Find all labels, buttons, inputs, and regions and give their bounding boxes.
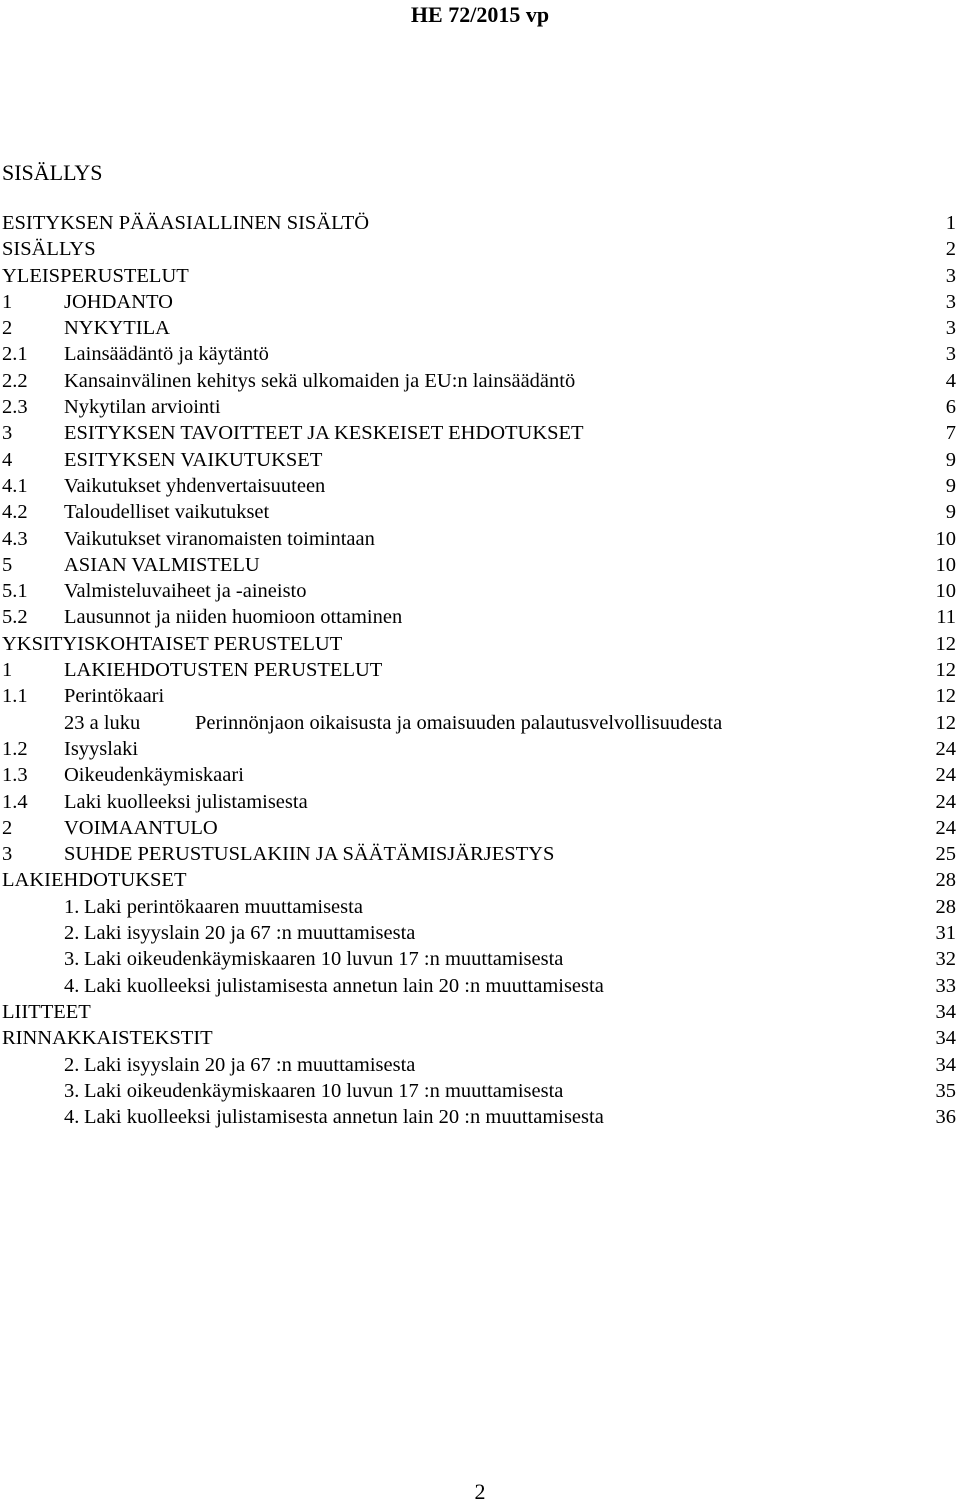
toc-entry-number: 2.1 — [2, 343, 28, 366]
toc-entry-title: LAKIEHDOTUSTEN PERUSTELUT — [64, 659, 383, 682]
toc-entry-page: 11 — [936, 606, 956, 629]
toc-entry-number: 4.3 — [2, 527, 28, 550]
toc-entry-title: NYKYTILA — [64, 317, 170, 340]
toc-entry[interactable] — [2, 867, 956, 893]
toc-entry-title: Laki perintökaaren muuttamisesta — [84, 895, 363, 918]
toc-entry-title: RINNAKKAISTEKSTIT — [2, 1027, 213, 1050]
toc-entry[interactable] — [2, 604, 956, 630]
toc-entry-number: 1.2 — [2, 737, 28, 760]
toc-entry-page: 24 — [935, 764, 956, 787]
toc-entry[interactable] — [2, 973, 956, 999]
toc-entry-title: Laki kuolleeksi julistamisesta annetun lain 20 :n muuttamisesta — [84, 974, 604, 997]
toc-entry-title: Taloudelliset vaikutukset — [64, 501, 270, 524]
toc-entry[interactable] — [2, 762, 956, 788]
toc-entry[interactable] — [2, 631, 956, 657]
toc-entry-number: 5 — [2, 553, 13, 576]
toc-entry-number: 1. — [64, 895, 80, 918]
toc-entry-page: 25 — [935, 843, 956, 866]
toc-entry-page: 10 — [935, 553, 956, 576]
toc-entry-title: Lainsäädäntö ja käytäntö — [64, 343, 269, 366]
toc-entry-page: 24 — [935, 737, 956, 760]
toc-entry-page: 10 — [935, 580, 956, 603]
toc-entry-title: Nykytilan arviointi — [64, 396, 221, 419]
toc-entry[interactable] — [2, 683, 956, 709]
toc-entry-page: 31 — [935, 922, 956, 945]
toc-entry[interactable] — [2, 236, 956, 262]
toc-entry-title: Perinnönjaon oikaisusta ja omaisuuden palautusvelvollisuudesta — [195, 711, 723, 734]
toc-entry-title: Laki oikeudenkäymiskaaren 10 luvun 17 :n muuttamisesta — [84, 948, 564, 971]
toc-entry-number: 2 — [2, 317, 13, 340]
toc-entry[interactable] — [2, 420, 956, 446]
toc-entry[interactable] — [2, 710, 956, 736]
toc-entry-number: 2. — [64, 1053, 80, 1076]
toc-entry-page: 24 — [935, 790, 956, 813]
toc-entry-page: 12 — [935, 711, 956, 734]
toc-entry[interactable] — [2, 499, 956, 525]
toc-entry[interactable] — [2, 473, 956, 499]
toc-entry-page: 7 — [945, 422, 956, 445]
toc-entry-page: 34 — [935, 1000, 956, 1023]
toc-entry[interactable] — [2, 920, 956, 946]
toc-entry-number: 2. — [64, 922, 80, 945]
toc-entry-title: Laki oikeudenkäymiskaaren 10 luvun 17 :n muuttamisesta — [84, 1079, 564, 1102]
toc-entry[interactable] — [2, 789, 956, 815]
toc-entry-number: 1.1 — [2, 685, 28, 708]
toc-entry[interactable] — [2, 263, 956, 289]
toc-entry-page: 3 — [945, 317, 956, 340]
table-of-contents — [2, 210, 956, 1130]
toc-entry-number: 3. — [64, 948, 80, 971]
toc-entry-page: 12 — [935, 632, 956, 655]
toc-entry[interactable] — [2, 368, 956, 394]
toc-entry-page: 34 — [935, 1027, 956, 1050]
toc-entry-number: 2.2 — [2, 369, 28, 392]
toc-entry-title: Laki isyyslain 20 ja 67 :n muuttamisesta — [84, 1053, 416, 1076]
toc-entry-title: LIITTEET — [2, 1000, 91, 1023]
toc-entry-page: 12 — [935, 659, 956, 682]
toc-entry-title: ESITYKSEN PÄÄASIALLINEN SISÄLTÖ — [2, 212, 370, 234]
toc-entry-page: 9 — [945, 448, 956, 471]
toc-entry-page: 33 — [935, 974, 956, 997]
toc-entry-number: 3. — [64, 1079, 80, 1102]
toc-entry-page: 9 — [945, 501, 956, 524]
toc-entry-title: ASIAN VALMISTELU — [64, 553, 260, 576]
toc-entry-title: VOIMAANTULO — [64, 816, 218, 839]
toc-entry-title: Vaikutukset yhdenvertaisuuteen — [64, 474, 326, 497]
toc-entry[interactable] — [2, 736, 956, 762]
toc-entry[interactable] — [2, 946, 956, 972]
toc-entry-page: 34 — [935, 1053, 956, 1076]
toc-entry-number: 4 — [2, 448, 13, 471]
toc-entry[interactable] — [2, 1052, 956, 1078]
toc-entry-title: ESITYKSEN TAVOITTEET JA KESKEISET EHDOTUKSET — [64, 422, 584, 445]
toc-entry-title: YLEISPERUSTELUT — [2, 264, 189, 287]
toc-entry[interactable] — [2, 526, 956, 552]
toc-entry[interactable] — [2, 210, 956, 236]
toc-entry[interactable] — [2, 841, 956, 867]
toc-entry-title: Lausunnot ja niiden huomioon ottaminen — [64, 606, 403, 629]
toc-entry-number: 1.4 — [2, 790, 28, 813]
toc-entry[interactable] — [2, 815, 956, 841]
toc-entry-number: 5.1 — [2, 580, 28, 603]
toc-entry[interactable] — [2, 341, 956, 367]
toc-entry-page: 12 — [935, 685, 956, 708]
toc-entry-number: 4.2 — [2, 501, 28, 524]
toc-entry-title: Isyyslaki — [64, 737, 139, 760]
toc-entry-title: Perintökaari — [64, 685, 165, 708]
toc-entry-title: Oikeudenkäymiskaari — [64, 764, 244, 787]
toc-entry-page: 28 — [935, 895, 956, 918]
toc-entry[interactable] — [2, 552, 956, 578]
toc-entry-title: ESITYKSEN VAIKUTUKSET — [64, 448, 323, 471]
toc-entry-title: Vaikutukset viranomaisten toimintaan — [64, 527, 375, 550]
toc-entry[interactable] — [2, 394, 956, 420]
toc-entry-title: JOHDANTO — [64, 290, 173, 313]
toc-entry[interactable] — [2, 578, 956, 604]
toc-entry[interactable] — [2, 1025, 956, 1051]
toc-entry-page: 4 — [945, 369, 956, 392]
toc-entry-title: Laki kuolleeksi julistamisesta annetun lain 20 :n muuttamisesta — [84, 1106, 604, 1129]
toc-entry-number: 4. — [64, 1106, 80, 1129]
document-header: HE 72/2015 vp — [410, 2, 550, 27]
toc-entry-number: 2 — [2, 816, 13, 839]
toc-heading: SISÄLLYS — [2, 160, 103, 185]
toc-entry-page: 2 — [945, 238, 956, 261]
toc-entry-title: SUHDE PERUSTUSLAKIIN JA SÄÄTÄMISJÄRJESTYS — [64, 843, 555, 866]
toc-entry[interactable] — [2, 999, 956, 1025]
toc-entry-title: Laki isyyslain 20 ja 67 :n muuttamisesta — [84, 922, 416, 945]
toc-entry-page: 6 — [945, 396, 956, 419]
toc-entry-number: 3 — [2, 843, 13, 866]
toc-entry[interactable] — [2, 447, 956, 473]
toc-entry-number: 4.1 — [2, 474, 28, 497]
toc-entry-number: 3 — [2, 422, 13, 445]
toc-entry[interactable] — [2, 1104, 956, 1130]
toc-entry-page: 10 — [935, 527, 956, 550]
toc-entry-title: Laki kuolleeksi julistamisesta — [64, 790, 308, 813]
toc-entry-page: 9 — [945, 474, 956, 497]
toc-entry-number: 23 a luku — [64, 711, 141, 734]
toc-entry-page: 36 — [935, 1106, 956, 1129]
toc-entry-page: 24 — [935, 816, 956, 839]
toc-entry-number: 1.3 — [2, 764, 28, 787]
toc-entry-page: 1 — [945, 212, 956, 234]
page-number: 2 — [474, 1479, 486, 1504]
toc-entry-title: Kansainvälinen kehitys sekä ulkomaiden ja EU:n lainsäädäntö — [64, 369, 576, 392]
toc-entry-number: 1 — [2, 290, 13, 313]
toc-entry-title: Valmisteluvaiheet ja -aineisto — [64, 580, 307, 603]
toc-entry[interactable] — [2, 894, 956, 920]
toc-entry-number: 2.3 — [2, 396, 28, 419]
toc-entry-page: 3 — [945, 290, 956, 313]
toc-entry-title: YKSITYISKOHTAISET PERUSTELUT — [2, 632, 343, 655]
toc-entry[interactable] — [2, 1078, 956, 1104]
toc-entry[interactable] — [2, 315, 956, 341]
toc-entry-number: 5.2 — [2, 606, 28, 629]
toc-entry-page: 3 — [945, 264, 956, 287]
toc-entry-number: 4. — [64, 974, 80, 997]
toc-entry-page: 28 — [935, 869, 956, 892]
toc-entry[interactable] — [2, 657, 956, 683]
toc-entry[interactable] — [2, 289, 956, 315]
toc-entry-page: 3 — [945, 343, 956, 366]
toc-entry-page: 32 — [935, 948, 956, 971]
toc-entry-page: 35 — [935, 1079, 956, 1102]
toc-entry-title: SISÄLLYS — [2, 238, 96, 261]
toc-entry-number: 1 — [2, 659, 13, 682]
toc-entry-title: LAKIEHDOTUKSET — [2, 869, 187, 892]
